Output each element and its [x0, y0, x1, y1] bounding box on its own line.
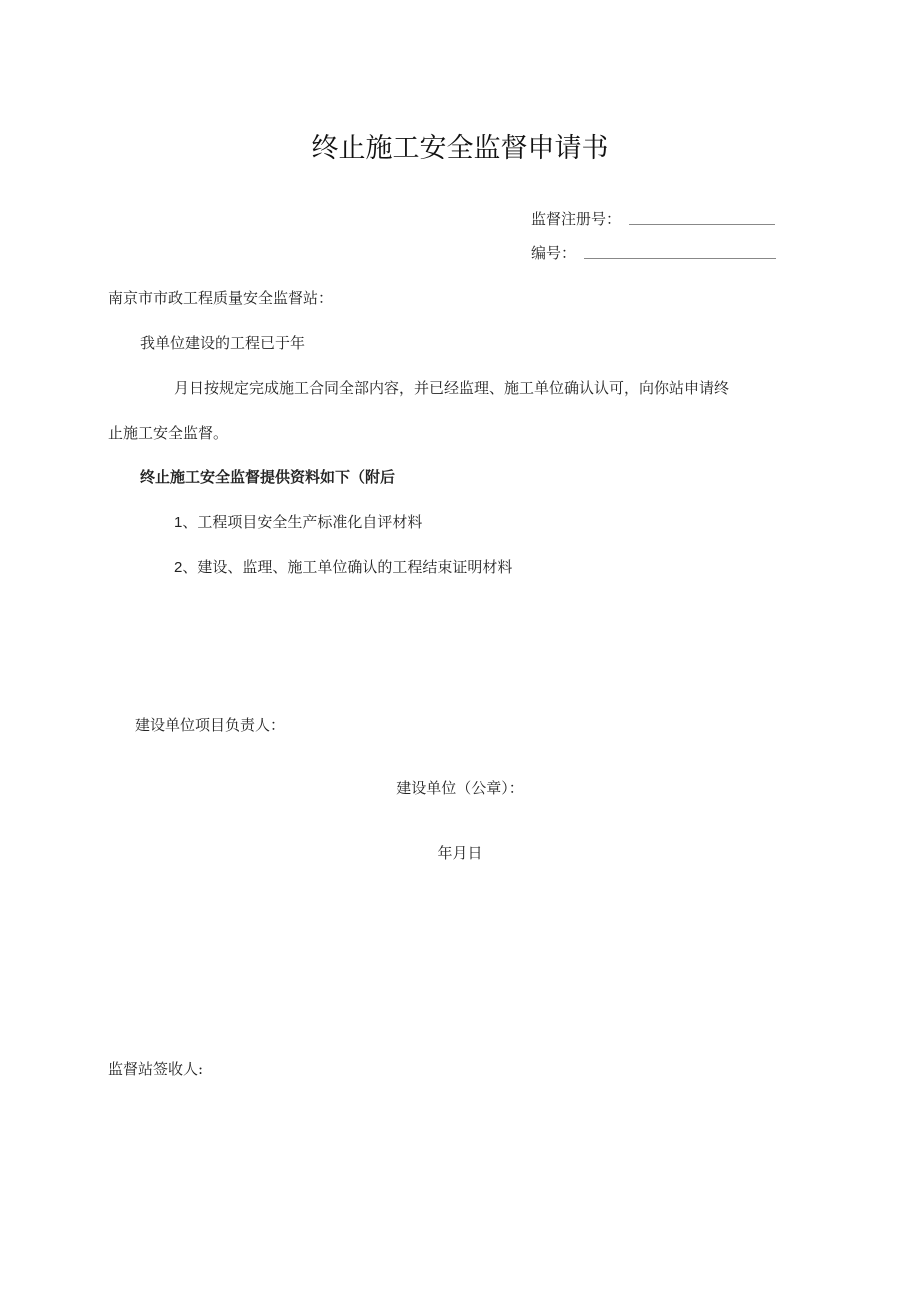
list-item-number: 2: [174, 559, 183, 576]
list-item: [174, 560, 512, 575]
number-label: 编号：: [531, 244, 577, 262]
list-item-number: 1: [174, 514, 183, 531]
registration-label: 监督注册号：: [531, 210, 622, 228]
materials-heading: 终止施工安全监督提供资料如下（附后: [140, 468, 396, 486]
number-field[interactable]: [584, 257, 776, 259]
paragraph-3: 止施工安全监督。: [108, 424, 229, 442]
receiver-label: 监督站签收人:: [108, 1060, 204, 1078]
list-item-text: 、建设、监理、施工单位确认的工程结束证明材料: [182, 558, 513, 576]
number-row: [531, 246, 776, 261]
list-item: [174, 515, 422, 530]
registration-field[interactable]: [629, 223, 775, 225]
date-label: 年月日: [437, 844, 483, 862]
addressee: 南京市市政工程质量安全监督站：: [108, 289, 334, 307]
project-leader-label: 建设单位项目负责人：: [135, 716, 286, 734]
list-item-text: 、工程项目安全生产标准化自评材料: [182, 513, 423, 531]
registration-row: [531, 212, 775, 227]
seal-label: 建设单位（公章）：: [396, 779, 524, 797]
paragraph-1: 我单位建设的工程已于年: [140, 334, 306, 352]
paragraph-2: 月日按规定完成施工合同全部内容，并已经监理、施工单位确认认可，向你站申请终: [174, 379, 730, 397]
document-title: 终止施工安全监督申请书: [311, 133, 609, 164]
